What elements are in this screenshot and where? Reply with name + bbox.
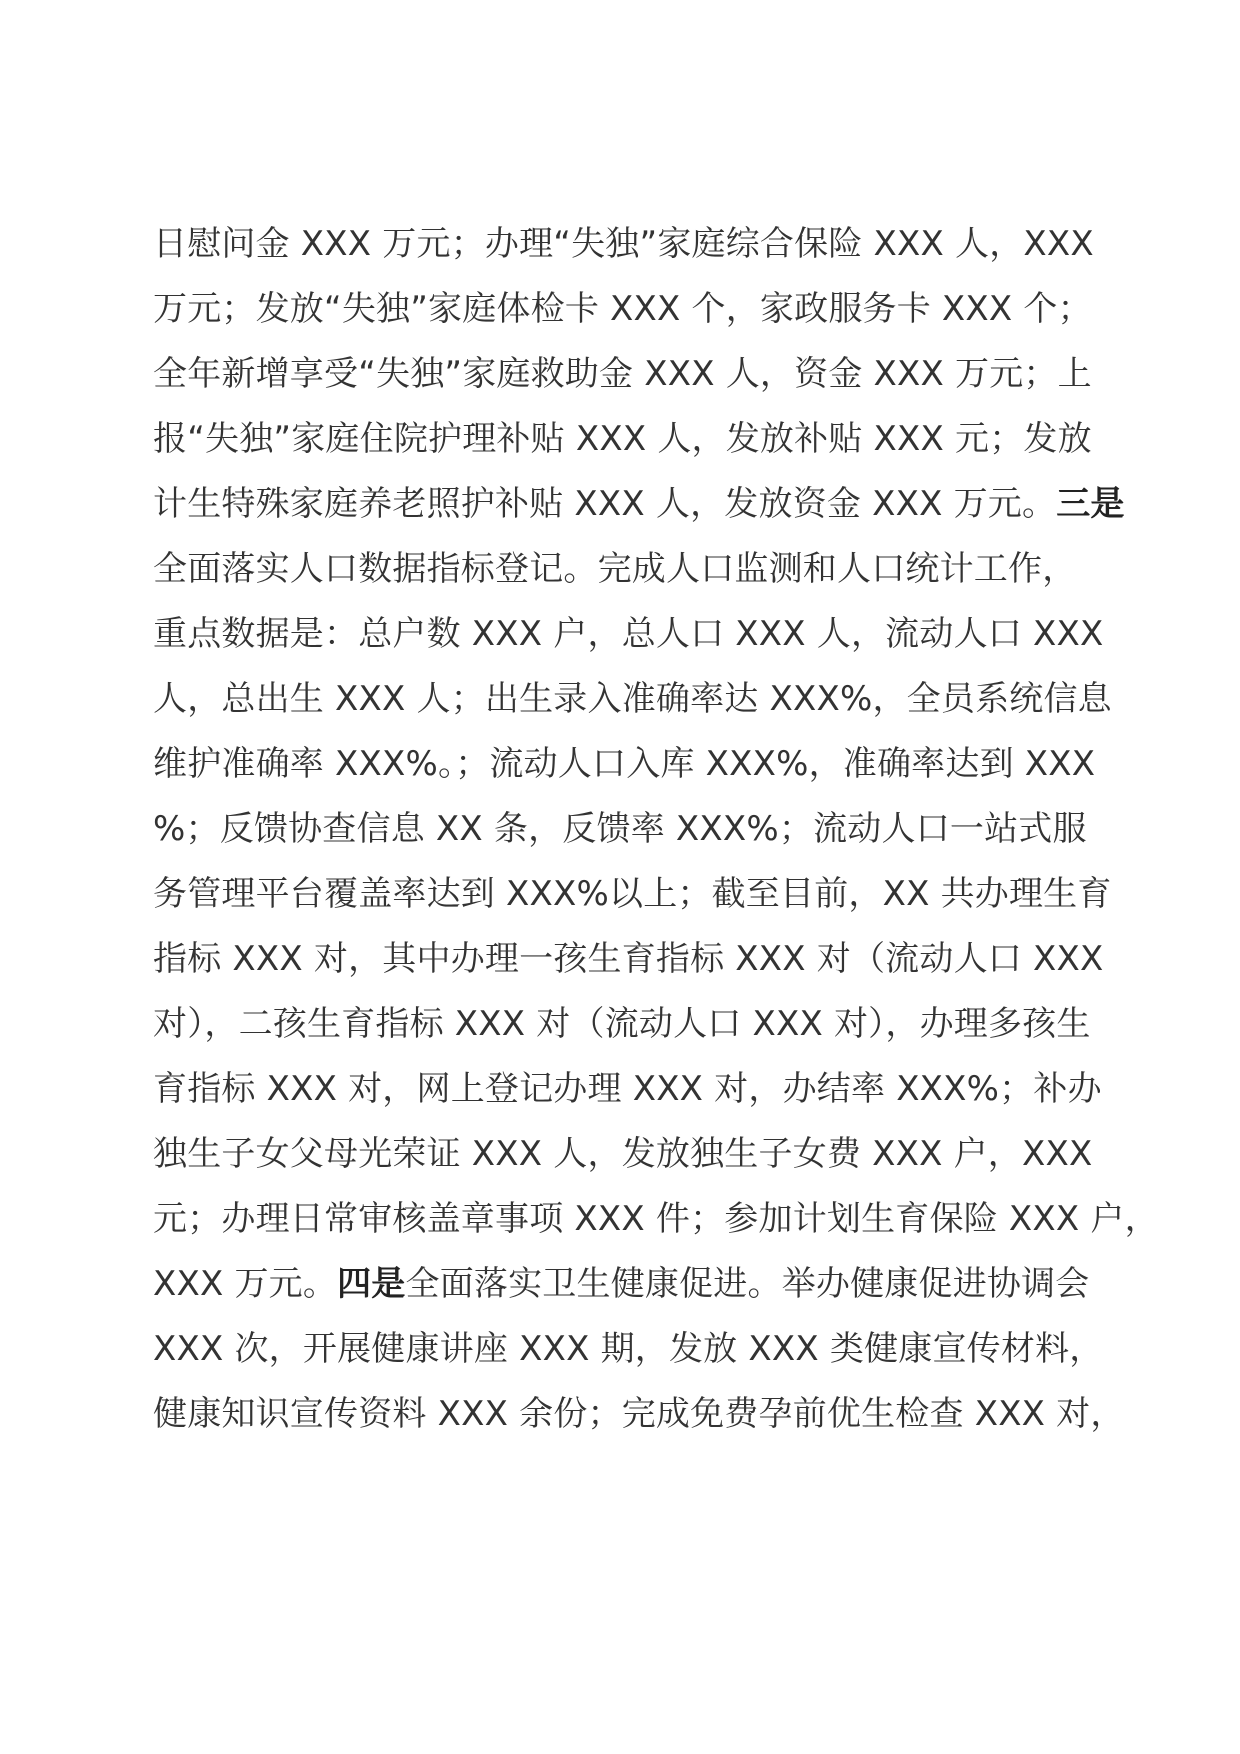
text-line: [153, 1382, 1125, 1447]
text-line: [153, 927, 1113, 992]
text-segment: 元；办理日常审核盖章事项 XXX 件；参加计划生育保险 XXX 户，: [153, 1199, 1159, 1239]
bold-heading-marker: 四是: [337, 1264, 406, 1304]
bold-heading-marker: 三是: [1056, 484, 1125, 524]
text-segment: 重点数据是：总户数 XXX 户，总人口 XXX 人，流动人口 XXX: [153, 614, 1104, 654]
text-segment: XXX 次，开展健康讲座 XXX 期，发放 XXX 类健康宣传材料，: [153, 1329, 1104, 1369]
text-line: [153, 1317, 1113, 1382]
text-line: [153, 602, 1113, 667]
document-body: [153, 212, 1159, 1447]
text-line: [153, 797, 1113, 862]
text-segment: 指标 XXX 对，其中办理一孩生育指标 XXX 对（流动人口 XXX: [153, 939, 1104, 979]
text-segment: 万元；发放“失独”家庭体检卡 XXX 个，家政服务卡 XXX 个；: [153, 289, 1092, 329]
text-line: [153, 1122, 1113, 1187]
text-segment: 健康知识宣传资料 XXX 余份；完成免费孕前优生检查 XXX 对，: [153, 1394, 1125, 1434]
text-segment: 维护准确率 XXX%。；流动人口入库 XXX%，准确率达到 XXX: [153, 744, 1096, 784]
text-line: [153, 407, 1113, 472]
text-line: [153, 992, 1113, 1057]
text-line: [153, 732, 1113, 797]
text-line: [153, 537, 1113, 602]
text-segment: XXX 万元。: [153, 1264, 338, 1304]
text-segment: %；反馈协查信息 XX 条，反馈率 XXX%；流动人口一站式服: [153, 809, 1087, 849]
text-segment: 对），二孩生育指标 XXX 对（流动人口 XXX 对），办理多孩生: [153, 1004, 1091, 1044]
text-segment: 育指标 XXX 对，网上登记办理 XXX 对，办结率 XXX%；补办: [153, 1069, 1102, 1109]
text-segment: 全面落实人口数据指标登记。完成人口监测和人口统计工作，: [153, 549, 1077, 589]
text-segment: 计生特殊家庭养老照护补贴 XXX 人，发放资金 XXX 万元。: [153, 484, 1057, 524]
text-line: [153, 1057, 1113, 1122]
text-segment: 独生子女父母光荣证 XXX 人，发放独生子女费 XXX 户，XXX: [153, 1134, 1093, 1174]
text-line: [153, 342, 1113, 407]
text-line: [153, 212, 1113, 277]
text-segment: 务管理平台覆盖率达到 XXX%以上；截至目前，XX 共办理生育: [153, 874, 1112, 914]
text-segment: 日慰问金 XXX 万元；办理“失独”家庭综合保险 XXX 人，XXX: [153, 224, 1094, 264]
text-segment: 报“失独”家庭住院护理补贴 XXX 人，发放补贴 XXX 元；发放: [153, 419, 1092, 459]
text-segment: 全面落实卫生健康促进。举办健康促进协调会: [405, 1264, 1090, 1304]
text-line: [153, 667, 1113, 732]
text-segment: 人，总出生 XXX 人；出生录入准确率达 XXX%，全员系统信息: [153, 679, 1112, 719]
text-line: [153, 1187, 1159, 1252]
text-segment: 全年新增享受“失独”家庭救助金 XXX 人，资金 XXX 万元；上: [153, 354, 1092, 394]
text-line: [153, 862, 1113, 927]
text-line: [153, 472, 1125, 537]
text-line: [153, 1252, 1113, 1317]
text-line: [153, 277, 1113, 342]
